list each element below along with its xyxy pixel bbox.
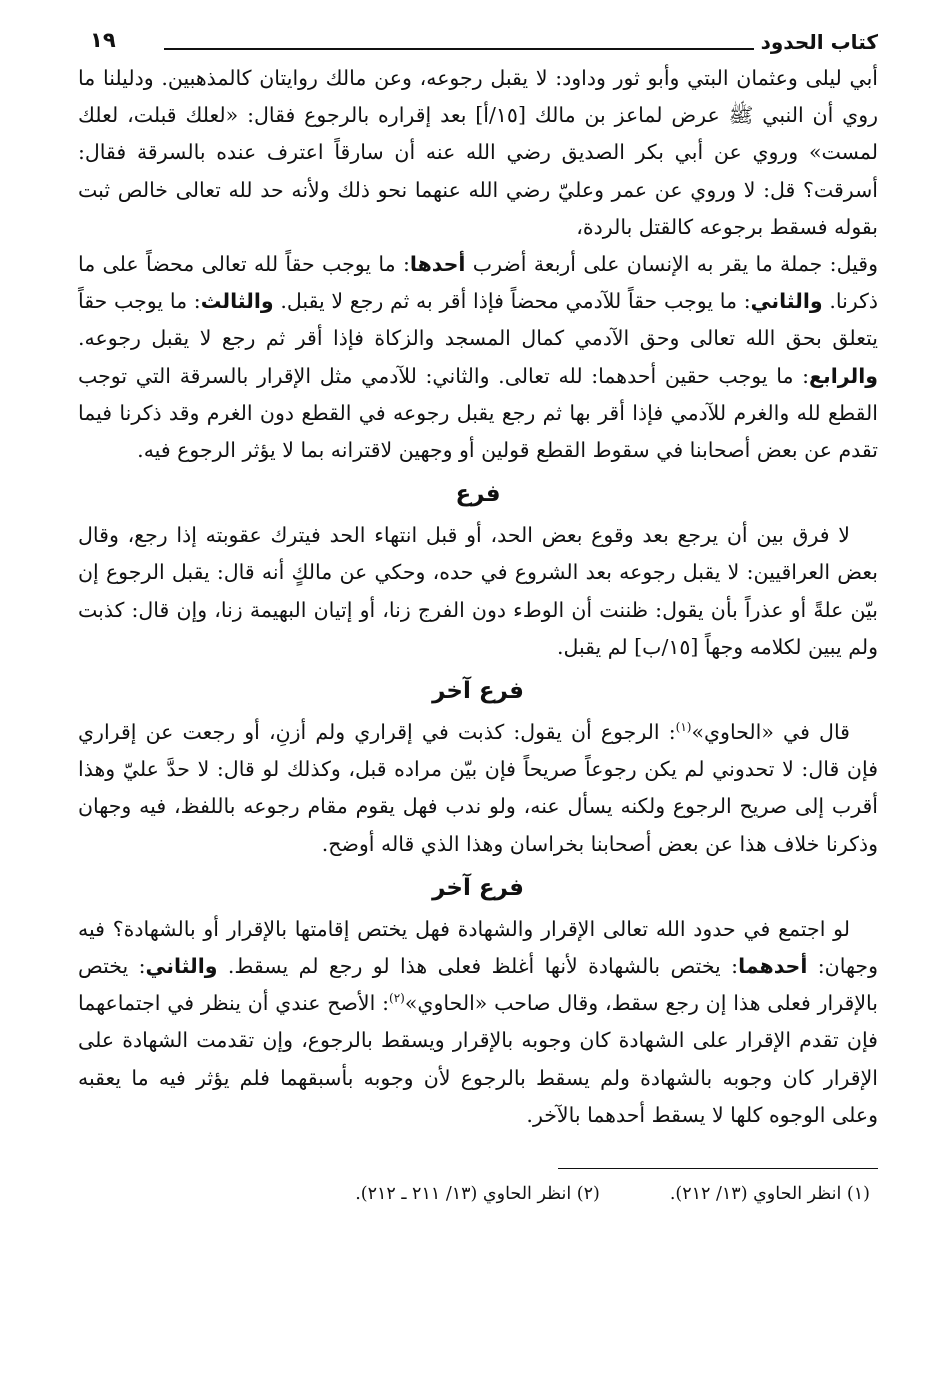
section-2-text (78, 714, 878, 863)
bold-term: أحدها (409, 252, 466, 277)
text-run: : يختص بالشهادة لأنها أغلظ فعلى هذا لو رجع لم يسقط. (217, 954, 739, 979)
book-title: كتاب الحدود (760, 30, 878, 54)
footnote-2: (٢) انظر الحاوي (١٣/ ٢١١ ـ ٢١٢). (355, 1184, 600, 1205)
text-run: : الرجوع أن يقول: كذبت في إقراري ولم أزنِ، أو رجعت عن إقراري فإن قال: لا تحدوني لم يكن رجوعاً صريحاً فإن بيّن مراده قبل، وكذلك لو قال: لا حدَّ عليّ وهذا أقرب إلى صريح الرجوع ولكنه يسأل عنه، ولو ندب فهل يقوم مقام رجوعه باللفظ، فيه وجهان وذكرنا خلاف هذا عن بعض أصحابنا بخراسان وهذا الذي قاله أوضح. (78, 720, 878, 856)
text-run: : ما يوجب حقاً لله تعالى محضاً على ما ذكرنا. (78, 252, 878, 314)
section-heading-3: فرع آخر (432, 874, 524, 901)
text-run: : ما يوجب حقاً للآدمي محضاً فإذا أقر به ثم رجع لا يقبل. (273, 289, 751, 314)
page-number: ١٩ (90, 28, 116, 52)
text-run: : ما يوجب حقاً يتعلق بحق الله تعالى وحق الآدمي كمال المسجد والزكاة فإذا أقر ثم رجع لا يقبل رجوعه. (78, 289, 878, 351)
bold-term: والثاني (750, 289, 823, 314)
paragraph-four-categories (78, 246, 878, 469)
text-run: : الأصح عندي أن ينظر في اجتماعهما فإن تقدم الإقرار على الشهادة كان وجوبه بالإقرار ويسقط بالرجوع، وإن تقدمت الشهادة على الإقرار كان وجوبه بالشهادة ولم يسقط بالرجوع لأن وجوبه بأسبقهما فلم يؤثر فيه ما يعقبه وعلى الوجوه كلها لا يسقط أحدهما بالآخر. (78, 991, 878, 1127)
bold-term: أحدهما (738, 954, 808, 979)
text-run: لو اجتمع في حدود الله تعالى الإقرار والشهادة فهل يختص إقامتها بالإقرار أو بالشهادة؟ فيه وجهان: (78, 916, 878, 979)
text-run: قال في «الحاوي» (691, 720, 850, 745)
footnote-1: (١) انظر الحاوي (١٣/ ٢١٢). (669, 1184, 870, 1205)
paragraph-opening: أبي ليلى وعثمان البتي وأبو ثور وداود: لا يقبل رجوعه، وعن مالك روايتان كالمذهبين. ودليلنا ما روي أن النبي ﷺ عرض لماعز بن مالك [١٥/أ] بعد إقراره بالرجوع فقال: «لعلك قبلت، لعلك لمست» وروي عن أبي بكر الصديق رضي الله عنه أن سارقاً اعترف عنده بالسرقة فقال: أسرقت؟ قل: لا وروي عن عمر وعليّ رضي الله عنهما نحو ذلك ولأنه حد لله تعالى خالص ثبت بقوله فسقط برجوعه كالقتل بالردة، (78, 66, 878, 239)
section-1-text: لا فرق بين أن يرجع بعد وقوع بعض الحد، أو قبل انتهاء الحد فيترك عقوبته إذا رجع، وقال بعض العراقيين: لا يقبل رجوعه بعد الشروع في حده، وحكي عن مالكٍ أنه قال: يقبل الرجوع إن بيّن علةً أو عذراً بأن يقول: ظننت أن الوطء دون الفرج زنا، أو إتيان البهيمة زنا، وإن قال: كذبت ولم يبين لكلامه وجهاً [١٥/ب] لم يقبل. (78, 523, 878, 659)
section-3-text (78, 911, 878, 1134)
footnote-rule (558, 1168, 878, 1169)
text-run: وقيل: جملة ما يقر به الإنسان على أربعة أضرب (465, 252, 878, 277)
footnote-marker-1[interactable]: (١) (675, 720, 692, 735)
text-run: : يختص بالإقرار فعلى هذا إن رجع سقط، وقال صاحب «الحاوي» (78, 954, 879, 1016)
text-run: : ما يوجب حقين أحدهما: لله تعالى. والثاني: للآدمي مثل الإقرار بالسرقة التي توجب القطع لله والغرم للآدمي فإذا أقر بها ثم رجع يقبل رجوعه في القطع دون الغرم وقد ذكرنا فيما تقدم عن بعض أصحابنا في سقوط القطع قولين أو وجهين لاقترانه بما لا يؤثر الرجوع فيه. (78, 363, 878, 463)
bold-term: والرابع (809, 363, 878, 388)
footnotes (78, 1181, 878, 1207)
bold-term: والثاني (145, 954, 218, 979)
section-heading-2: فرع آخر (432, 678, 524, 705)
footnote-marker-2[interactable]: (٢) (389, 991, 405, 1006)
page-header (78, 28, 878, 60)
page (78, 28, 878, 1207)
header-rule (164, 48, 754, 50)
bold-term: والثالث (200, 289, 274, 314)
section-heading-1: فرع (455, 481, 501, 508)
